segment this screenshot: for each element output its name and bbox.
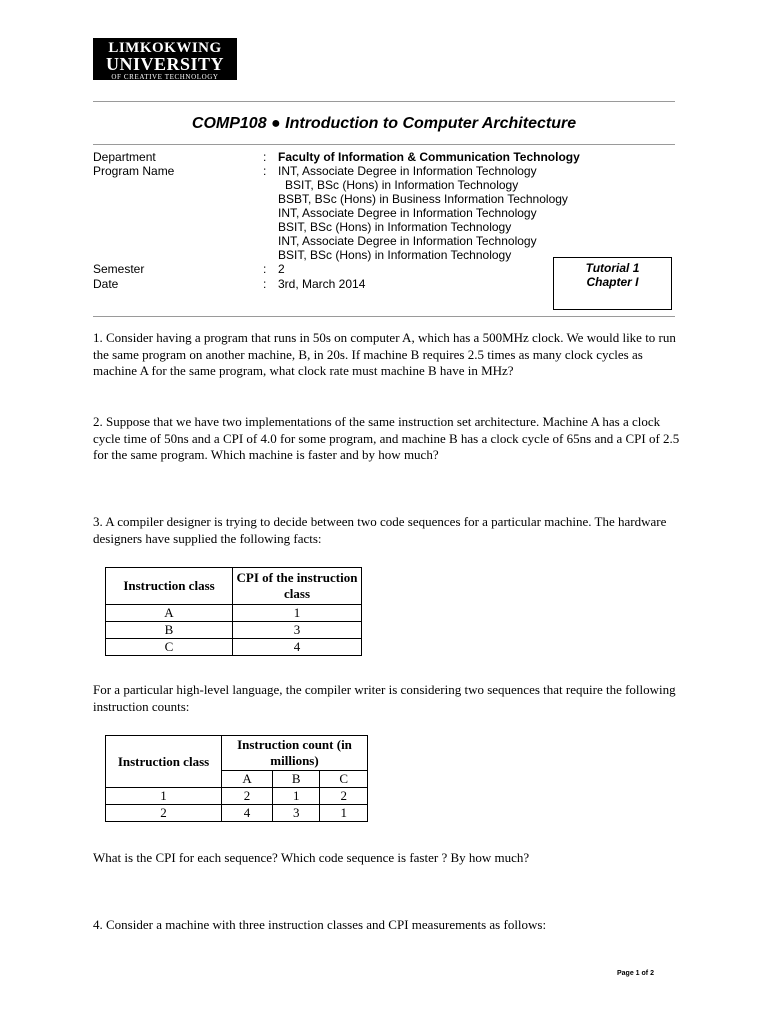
department-label: Department	[93, 150, 156, 164]
course-title: COMP108 ● Introduction to Computer Architecture	[191, 115, 577, 132]
table-cell: C	[106, 639, 233, 656]
program-item: INT, Associate Degree in Information Technology	[278, 234, 537, 248]
program-item: INT, Associate Degree in Information Technology	[278, 206, 537, 220]
count-table-header-class: Instruction class	[106, 736, 222, 788]
cpi-table	[105, 567, 362, 656]
question-3-question: What is the CPI for each sequence? Which code sequence is faster ? By how much?	[93, 850, 530, 865]
program-item: BSIT, BSc (Hons) in Information Technology	[278, 248, 512, 262]
semester-colon: :	[263, 262, 267, 276]
table-cell: 4	[222, 805, 273, 822]
table-cell: 2	[222, 788, 273, 805]
question-1: 1. Consider having a program that runs in 50s on computer A, which has a 500MHz clock. We would like to run the same program on another machine, B, in 20s. If machine B requires 2.5 times as many clock cycles as machine A for the same program, what clock rate must machine B have in MHz?	[93, 330, 676, 378]
tutorial-label: Tutorial 1	[585, 261, 640, 275]
table-cell: 1	[106, 788, 222, 805]
instruction-count-table	[105, 735, 368, 822]
department-value: Faculty of Information & Communication Technology	[278, 150, 580, 164]
question-2: 2. Suppose that we have two implementations of the same instruction set architecture. Machine A has a clock cycle time of 50ns and a CPI of 4.0 for some program, and machine B has a clock cycle of 65ns and a CPI of 2.5 for the same program. Which machine is faster and by how much?	[93, 414, 680, 462]
table-cell: A	[222, 771, 273, 788]
top-divider	[93, 101, 675, 102]
date-colon: :	[263, 277, 267, 291]
program-item: BSIT, BSc (Hons) in Information Technology	[285, 178, 519, 192]
table-cell: 3	[273, 805, 320, 822]
table-cell: B	[273, 771, 320, 788]
tutorial-box	[553, 257, 672, 310]
date-value: 3rd, March 2014	[278, 277, 366, 291]
question-3-intro: 3. A compiler designer is trying to decide between two code sequences for a particular machine. The hardware designers have supplied the following facts:	[93, 514, 667, 546]
program-item: INT, Associate Degree in Information Technology	[278, 164, 537, 178]
count-table-header-count: Instruction count (in millions)	[222, 736, 368, 771]
table-cell: 1	[320, 805, 368, 822]
logo-line-3: OF CREATIVE TECHNOLOGY	[111, 73, 219, 81]
cpi-table-header-class: Instruction class	[106, 568, 233, 605]
cpi-table-header-cpi: CPI of the instruction class	[233, 568, 362, 605]
chapter-label: Chapter I	[586, 275, 639, 289]
table-cell: B	[106, 622, 233, 639]
header-divider	[93, 316, 675, 317]
table-cell: 2	[106, 805, 222, 822]
program-item: BSBT, BSc (Hons) in Business Information Technology	[278, 192, 568, 206]
question-3-middle: For a particular high-level language, the compiler writer is considering two sequences that require the following instruction counts:	[93, 682, 676, 714]
table-cell: 4	[233, 639, 362, 656]
question-4: 4. Consider a machine with three instruction classes and CPI measurements as follows:	[93, 917, 547, 932]
program-item: BSIT, BSc (Hons) in Information Technology	[278, 220, 512, 234]
university-logo	[93, 38, 237, 80]
date-label: Date	[93, 277, 119, 291]
logo-line-2: UNIVERSITY	[105, 54, 225, 74]
program-label: Program Name	[93, 164, 175, 178]
table-cell: 1	[233, 605, 362, 622]
program-colon: :	[263, 164, 267, 178]
table-cell: 1	[273, 788, 320, 805]
semester-label: Semester	[93, 262, 145, 276]
semester-value: 2	[278, 262, 285, 276]
page-number: Page 1 of 2	[617, 970, 654, 977]
logo-line-1: LIMKOKWING	[108, 40, 222, 56]
title-divider	[93, 144, 675, 145]
table-cell: C	[320, 771, 368, 788]
department-colon: :	[263, 150, 267, 164]
table-cell: 3	[233, 622, 362, 639]
table-cell: 2	[320, 788, 368, 805]
table-cell: A	[106, 605, 233, 622]
